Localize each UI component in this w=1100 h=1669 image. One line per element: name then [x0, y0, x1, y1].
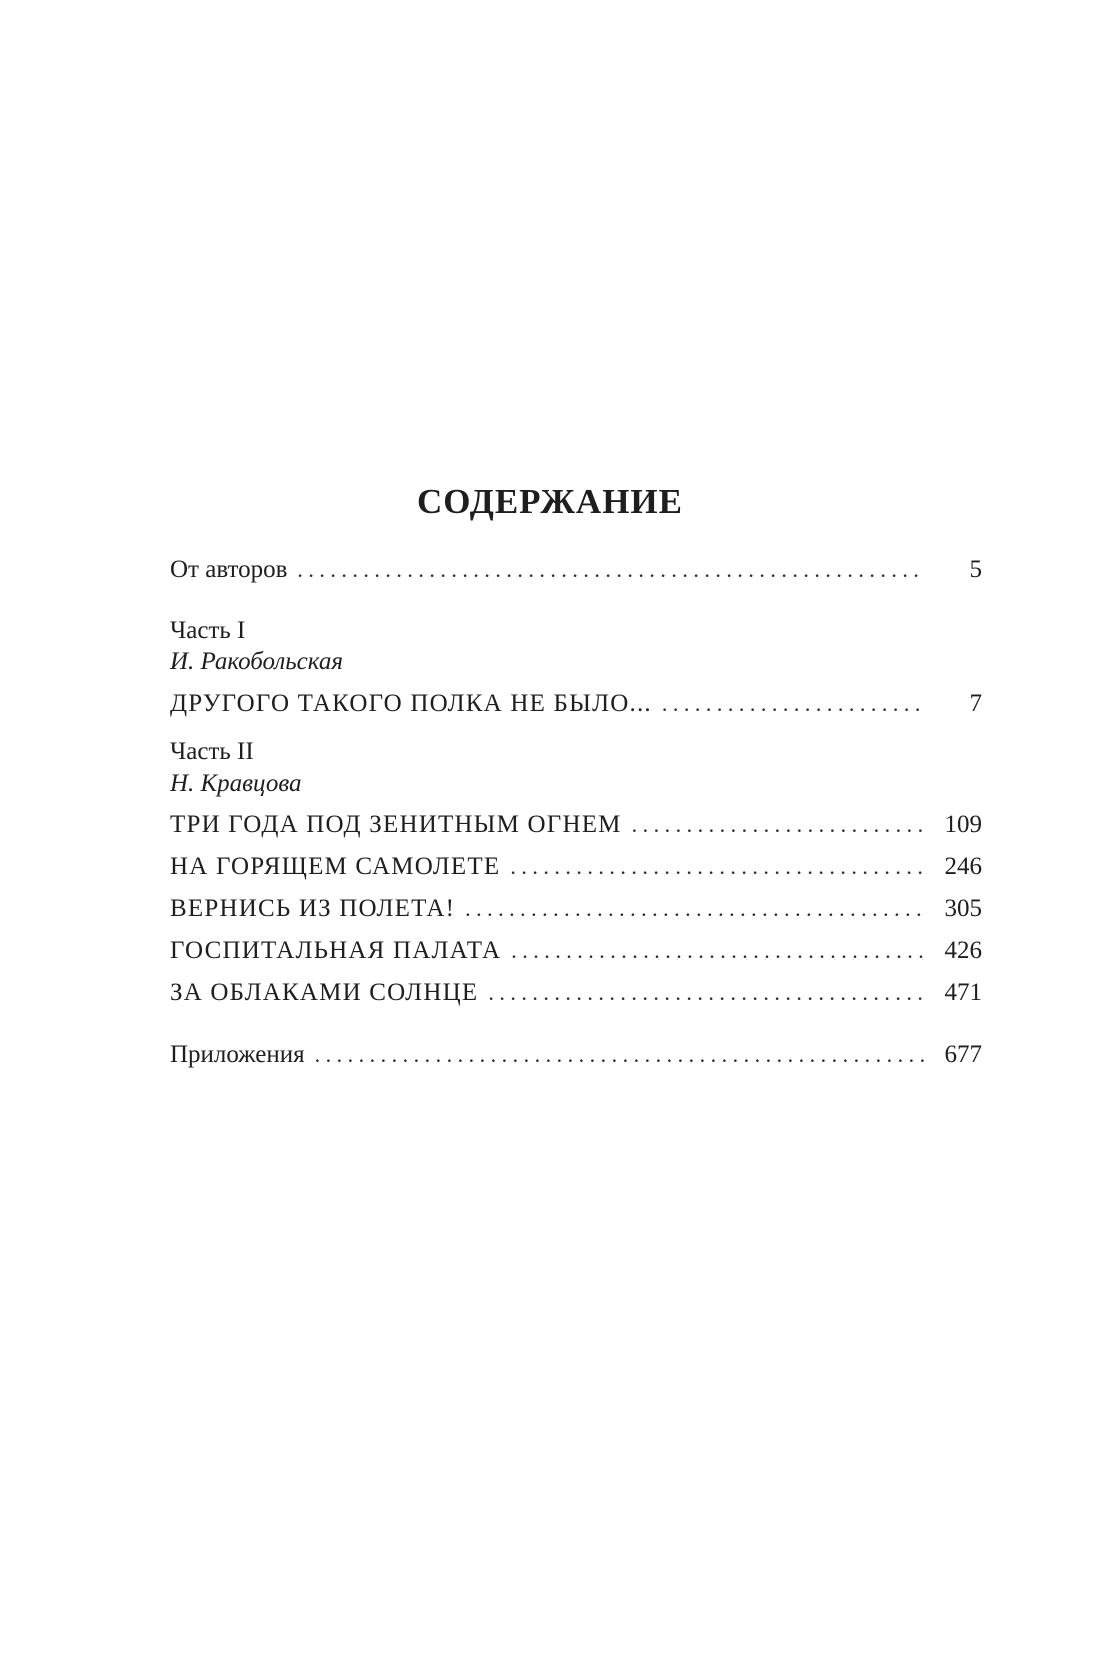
toc-page-number: 5 [969, 556, 982, 583]
toc-page-number: 426 [944, 937, 982, 964]
toc-entry-title: От авторов [170, 556, 288, 583]
dot-leader [465, 892, 924, 926]
part-author: Н. Кравцова [170, 770, 302, 797]
page-title: СОДЕРЖАНИЕ [416, 482, 683, 521]
dot-leader [662, 687, 924, 721]
toc-page-number: 109 [944, 811, 982, 838]
part-author: И. Ракобольская [170, 648, 343, 675]
part-label: Часть I [170, 617, 246, 644]
dot-leader [297, 553, 924, 587]
toc-page-number: 471 [944, 979, 982, 1006]
toc-page-number: 677 [944, 1041, 982, 1068]
toc-entry-title: ВЕРНИСЬ ИЗ ПОЛЕТА! [170, 895, 456, 922]
toc-page-number: 305 [944, 895, 982, 922]
dot-leader [510, 850, 924, 884]
dot-leader [315, 1038, 924, 1072]
toc-entry [170, 934, 982, 968]
dot-leader [488, 976, 924, 1010]
toc-entry [170, 976, 982, 1010]
toc-page-number: 7 [969, 690, 982, 717]
toc-entry-title: ГОСПИТАЛЬНАЯ ПАЛАТА [170, 937, 502, 964]
toc-entry-title: ТРИ ГОДА ПОД ЗЕНИТНЫМ ОГНЕМ [170, 811, 622, 838]
toc-entry [170, 850, 982, 884]
toc-entry-appendix [170, 1038, 982, 1072]
toc-entry [170, 687, 982, 721]
toc-entry-title: ДРУГОГО ТАКОГО ПОЛКА НЕ БЫЛО... [170, 690, 652, 717]
toc-entry-title: ЗА ОБЛАКАМИ СОЛНЦЕ [170, 979, 479, 1006]
part-label: Часть II [170, 738, 254, 765]
toc-entry-intro [170, 553, 982, 587]
dot-leader [511, 934, 924, 968]
toc-entry [170, 808, 982, 842]
toc-entry-title: НА ГОРЯЩЕМ САМОЛЕТЕ [170, 853, 501, 880]
dot-leader [632, 808, 924, 842]
toc-entry-title: Приложения [170, 1041, 305, 1068]
toc-entry [170, 892, 982, 926]
toc-page-number: 246 [944, 853, 982, 880]
